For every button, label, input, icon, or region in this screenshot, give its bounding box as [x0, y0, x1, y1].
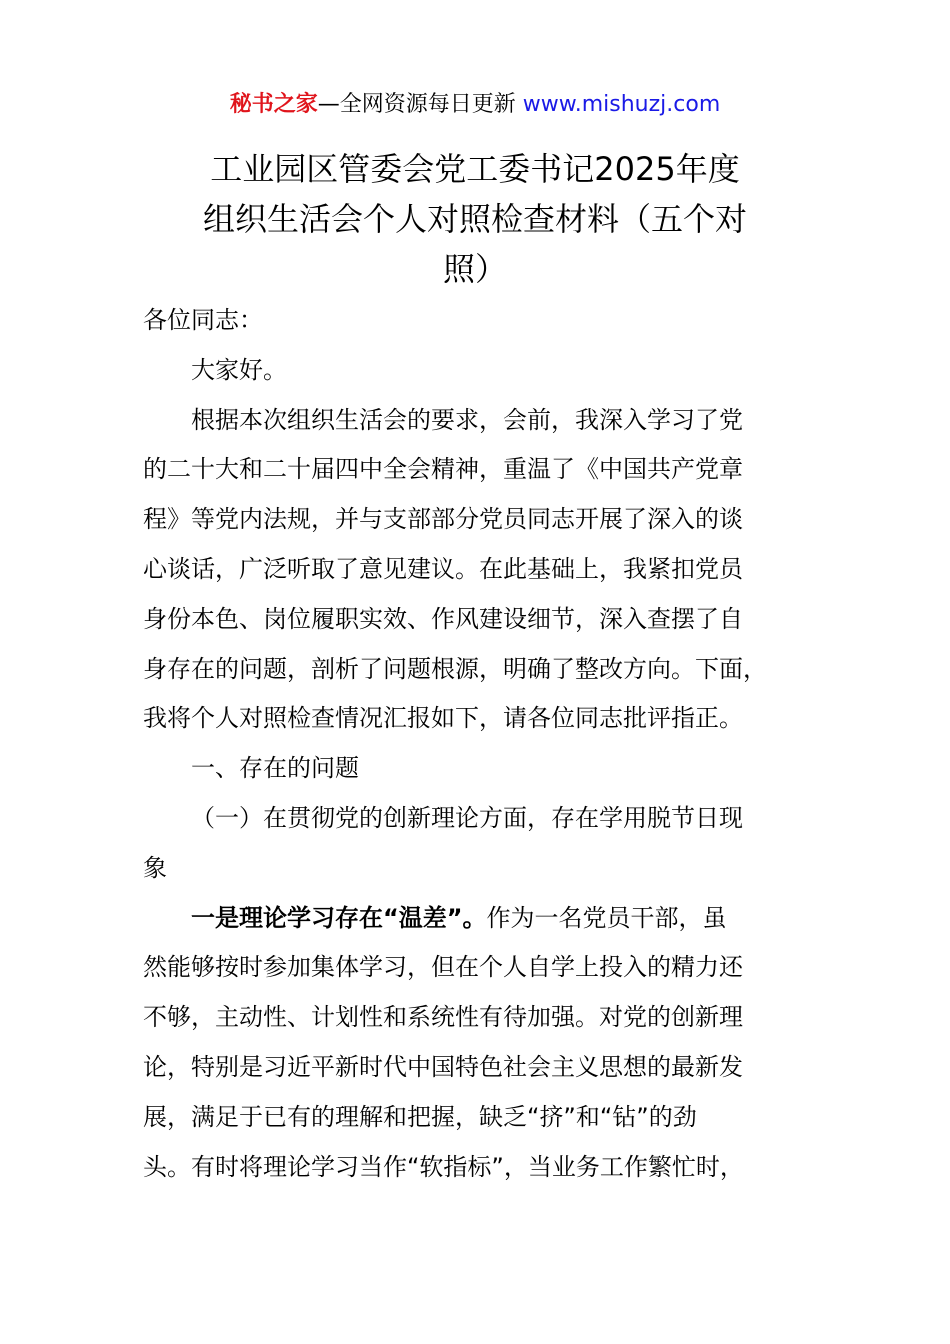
paragraph-line: 展，满足于已有的理解和把握，缺乏“挤”和“钻”的劲: [143, 1102, 697, 1131]
title-line: 照）: [442, 250, 507, 288]
document-title: [150, 144, 800, 294]
paragraph-line: [143, 894, 833, 944]
greeting: 大家好。: [191, 355, 287, 384]
title-line: 工业园区管委会党工委书记2025年度: [210, 150, 740, 188]
site-header: [0, 88, 950, 122]
paragraph-line: 程》等党内法规，并与支部部分党员同志开展了深入的谈: [143, 505, 743, 534]
paragraph-line: 不够，主动性、计划性和系统性有待加强。对党的创新理: [143, 1003, 743, 1032]
point-one-lead: 作为一名党员干部，虽: [486, 903, 727, 932]
paragraph-line: 象: [143, 853, 167, 882]
site-url[interactable]: www.mishuzj.com: [522, 92, 721, 117]
paragraph-line: 心谈话，广泛听取了意见建议。在此基础上，我紧扣党员: [143, 554, 743, 583]
point-one-heading: 一是理论学习存在“温差”。: [191, 903, 487, 932]
document-body: [143, 296, 833, 1192]
paragraph-line: 身存在的问题，剖析了问题根源，明确了整改方向。下面，: [143, 654, 767, 683]
point-one-paragraph: [143, 894, 833, 1193]
salutation: 各位同志：: [143, 306, 263, 334]
paragraph-line: 的二十大和二十届四中全会精神，重温了《中国共产党章: [143, 455, 743, 484]
paragraph-line: 论，特别是习近平新时代中国特色社会主义思想的最新发: [143, 1052, 743, 1081]
paragraph-line: （一）在贯彻党的创新理论方面，存在学用脱节日现: [191, 803, 743, 832]
intro-paragraph: [143, 396, 833, 745]
site-tagline: —全网资源每日更新: [317, 92, 523, 117]
paragraph-line: 然能够按时参加集体学习，但在个人自学上投入的精力还: [143, 953, 743, 982]
paragraph-line: 头。有时将理论学习当作“软指标”，当业务工作繁忙时，: [143, 1152, 744, 1181]
paragraph-line: 根据本次组织生活会的要求，会前，我深入学习了党: [191, 405, 743, 434]
section-heading: 一、存在的问题: [191, 754, 359, 783]
paragraph-line: 身份本色、岗位履职实效、作风建设细节，深入查摆了自: [143, 604, 743, 633]
paragraph-line: 我将个人对照检查情况汇报如下，请各位同志批评指正。: [143, 704, 743, 733]
subsection-heading: [143, 794, 833, 894]
title-line: 组织生活会个人对照检查材料（五个对: [202, 200, 747, 238]
site-brand: 秘书之家: [229, 92, 318, 117]
